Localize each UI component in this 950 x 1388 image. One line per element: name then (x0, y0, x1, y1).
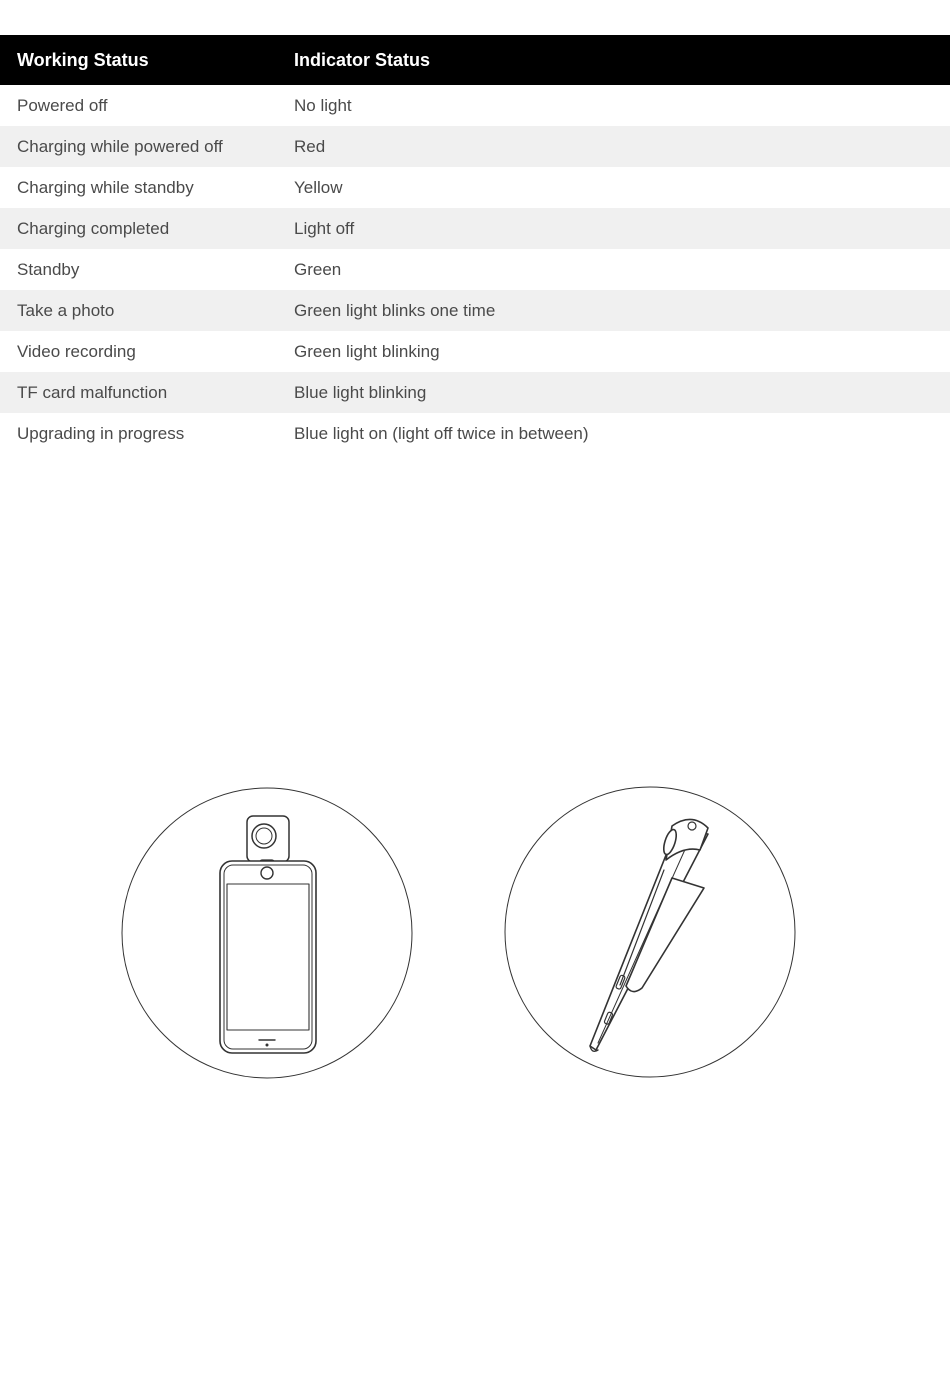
camera-module-icon (247, 816, 289, 868)
table-row (0, 331, 950, 372)
working-status-cell: Upgrading in progress (17, 423, 185, 443)
indicator-status-cell: Yellow (294, 177, 343, 197)
camera-attached-to-phone-illustration (122, 788, 412, 1078)
indicator-status-cell: Green light blinks one time (294, 300, 496, 320)
table-row (0, 167, 950, 208)
smartphone-icon (220, 861, 316, 1053)
indicator-status-cell: Blue light blinking (294, 382, 427, 402)
working-status-cell: Standby (17, 259, 80, 279)
table-row (0, 372, 950, 413)
column-header-working-status: Working Status (17, 49, 149, 70)
working-status-cell: Video recording (17, 341, 136, 361)
indicator-status-cell: Green light blinking (294, 341, 440, 361)
column-header-indicator-status: Indicator Status (294, 49, 431, 70)
table-row (0, 126, 950, 167)
table-row (0, 290, 950, 331)
right-illustration-frame-circle (505, 787, 795, 1077)
working-status-cell: TF card malfunction (17, 382, 168, 402)
table-row (0, 208, 950, 249)
indicator-status-table (0, 35, 950, 454)
folded-camera-icon (590, 819, 708, 1051)
working-status-cell: Take a photo (17, 300, 115, 320)
indicator-status-cell: Blue light on (light off twice in between) (294, 423, 589, 443)
indicator-status-cell: Red (294, 136, 326, 156)
table-row (0, 85, 950, 126)
working-status-cell: Charging completed (17, 218, 170, 238)
indicator-status-cell: Green (294, 259, 342, 279)
left-illustration-frame-circle (122, 788, 412, 1078)
working-status-cell: Charging while standby (17, 177, 194, 197)
working-status-cell: Charging while powered off (17, 136, 223, 156)
working-status-cell: Powered off (17, 95, 108, 115)
indicator-status-cell: No light (294, 95, 352, 115)
camera-folded-side-view-illustration (505, 787, 795, 1077)
table-row (0, 249, 950, 290)
indicator-status-cell: Light off (294, 218, 355, 238)
table-row (0, 413, 950, 454)
table-header-row (0, 35, 950, 85)
